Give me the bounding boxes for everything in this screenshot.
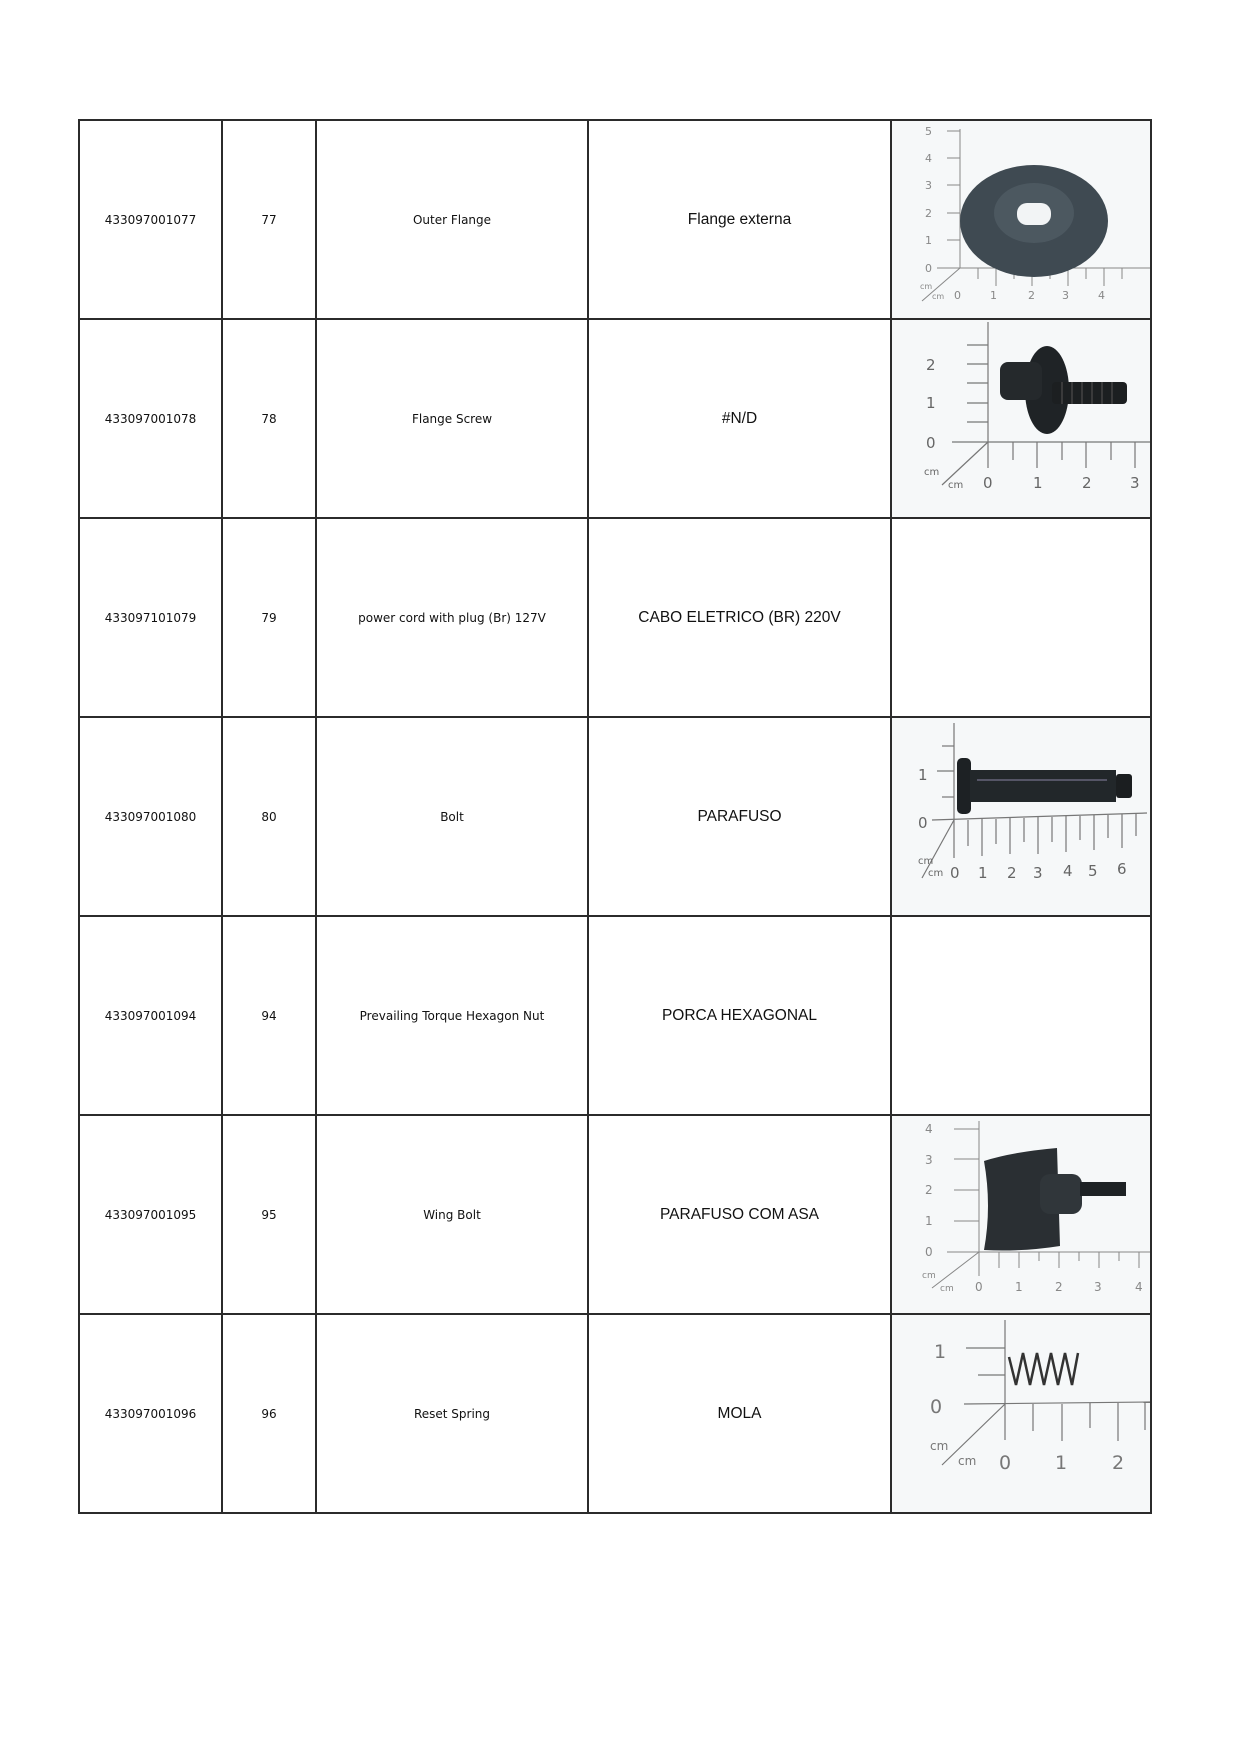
part-number: 79: [222, 518, 316, 717]
svg-text:1: 1: [934, 1341, 947, 1363]
svg-text:3: 3: [1130, 474, 1140, 492]
table-row: [79, 518, 1151, 717]
svg-text:2: 2: [1112, 1452, 1125, 1474]
svg-text:2: 2: [1028, 289, 1035, 302]
flange-screw-icon: [892, 320, 1150, 517]
part-code: 433097001096: [79, 1314, 222, 1513]
part-number: 95: [222, 1115, 316, 1314]
svg-text:0: 0: [925, 1245, 933, 1259]
photo-cell: [891, 717, 1151, 916]
part-number: 96: [222, 1314, 316, 1513]
svg-text:3: 3: [925, 1153, 933, 1167]
description-pt: CABO ELETRICO (BR) 220V: [588, 518, 891, 717]
svg-text:0: 0: [950, 864, 960, 882]
svg-text:cm: cm: [920, 282, 933, 291]
description-en: Bolt: [316, 717, 588, 916]
wing-bolt-photo: [892, 1116, 1150, 1313]
description-en: power cord with plug (Br) 127V: [316, 518, 588, 717]
empty-photo: [892, 917, 1150, 1114]
table-row: [79, 717, 1151, 916]
description-en: Reset Spring: [316, 1314, 588, 1513]
description-en: Flange Screw: [316, 319, 588, 518]
svg-text:cm: cm: [948, 480, 964, 491]
svg-text:1: 1: [1033, 474, 1043, 492]
reset-spring-photo: [892, 1315, 1150, 1512]
svg-text:1: 1: [925, 1214, 933, 1228]
part-code: 433097001094: [79, 916, 222, 1115]
flange-screw-photo: [892, 320, 1150, 517]
wing-bolt-icon: [892, 1116, 1150, 1313]
svg-text:6: 6: [1117, 860, 1127, 878]
svg-text:4: 4: [1098, 289, 1105, 302]
svg-text:0: 0: [999, 1452, 1012, 1474]
svg-text:1: 1: [926, 394, 936, 412]
svg-text:3: 3: [1094, 1280, 1102, 1294]
svg-text:cm: cm: [930, 1439, 949, 1453]
svg-text:cm: cm: [932, 292, 945, 301]
bolt-icon: [892, 718, 1150, 915]
svg-text:4: 4: [1135, 1280, 1143, 1294]
svg-text:2: 2: [1007, 864, 1017, 882]
svg-text:cm: cm: [928, 868, 944, 879]
svg-text:2: 2: [925, 207, 932, 220]
svg-text:0: 0: [930, 1396, 943, 1418]
description-pt: PARAFUSO: [588, 717, 891, 916]
svg-text:1: 1: [918, 766, 928, 784]
svg-text:5: 5: [925, 125, 932, 138]
svg-text:2: 2: [1082, 474, 1092, 492]
svg-text:5: 5: [1088, 862, 1098, 880]
photo-cell: [891, 1314, 1151, 1513]
description-en: Outer Flange: [316, 120, 588, 319]
svg-text:2: 2: [1055, 1280, 1063, 1294]
table-row: [79, 1314, 1151, 1513]
svg-text:1: 1: [925, 234, 932, 247]
outer-flange-photo: [892, 121, 1150, 318]
part-code: 433097001077: [79, 120, 222, 319]
description-en: Prevailing Torque Hexagon Nut: [316, 916, 588, 1115]
table-row: [79, 319, 1151, 518]
part-number: 78: [222, 319, 316, 518]
outer-flange-icon: [892, 121, 1150, 318]
svg-text:1: 1: [1055, 1452, 1068, 1474]
svg-text:0: 0: [983, 474, 993, 492]
svg-text:3: 3: [1033, 864, 1043, 882]
svg-text:cm: cm: [922, 1271, 936, 1281]
empty-photo: [892, 519, 1150, 716]
part-code: 433097001080: [79, 717, 222, 916]
svg-text:0: 0: [954, 289, 961, 302]
table-row: [79, 1115, 1151, 1314]
svg-text:0: 0: [925, 262, 932, 275]
table-row: [79, 120, 1151, 319]
part-code: 433097101079: [79, 518, 222, 717]
svg-text:0: 0: [926, 434, 936, 452]
description-pt: MOLA: [588, 1314, 891, 1513]
svg-text:2: 2: [926, 356, 936, 374]
svg-text:cm: cm: [958, 1454, 977, 1468]
part-number: 80: [222, 717, 316, 916]
svg-text:4: 4: [925, 1122, 933, 1136]
reset-spring-icon: [892, 1315, 1150, 1512]
svg-text:2: 2: [925, 1183, 933, 1197]
description-pt: PARAFUSO COM ASA: [588, 1115, 891, 1314]
photo-cell: [891, 1115, 1151, 1314]
svg-text:cm: cm: [924, 467, 940, 478]
description-pt: Flange externa: [588, 120, 891, 319]
svg-text:1: 1: [978, 864, 988, 882]
svg-text:4: 4: [1063, 862, 1073, 880]
description-pt: #N/D: [588, 319, 891, 518]
svg-text:4: 4: [925, 152, 932, 165]
photo-cell: [891, 120, 1151, 319]
description-pt: PORCA HEXAGONAL: [588, 916, 891, 1115]
svg-text:cm: cm: [940, 1284, 954, 1294]
svg-text:0: 0: [975, 1280, 983, 1294]
svg-text:1: 1: [1015, 1280, 1023, 1294]
svg-text:1: 1: [990, 289, 997, 302]
photo-cell-empty: [891, 916, 1151, 1115]
photo-cell: [891, 319, 1151, 518]
photo-cell-empty: [891, 518, 1151, 717]
parts-table: [78, 119, 1152, 1514]
svg-text:3: 3: [1062, 289, 1069, 302]
part-number: 77: [222, 120, 316, 319]
table-row: [79, 916, 1151, 1115]
part-code: 433097001078: [79, 319, 222, 518]
svg-text:3: 3: [925, 179, 932, 192]
part-number: 94: [222, 916, 316, 1115]
svg-text:0: 0: [918, 814, 928, 832]
bolt-photo: [892, 718, 1150, 915]
description-en: Wing Bolt: [316, 1115, 588, 1314]
part-code: 433097001095: [79, 1115, 222, 1314]
svg-text:cm: cm: [918, 856, 934, 867]
